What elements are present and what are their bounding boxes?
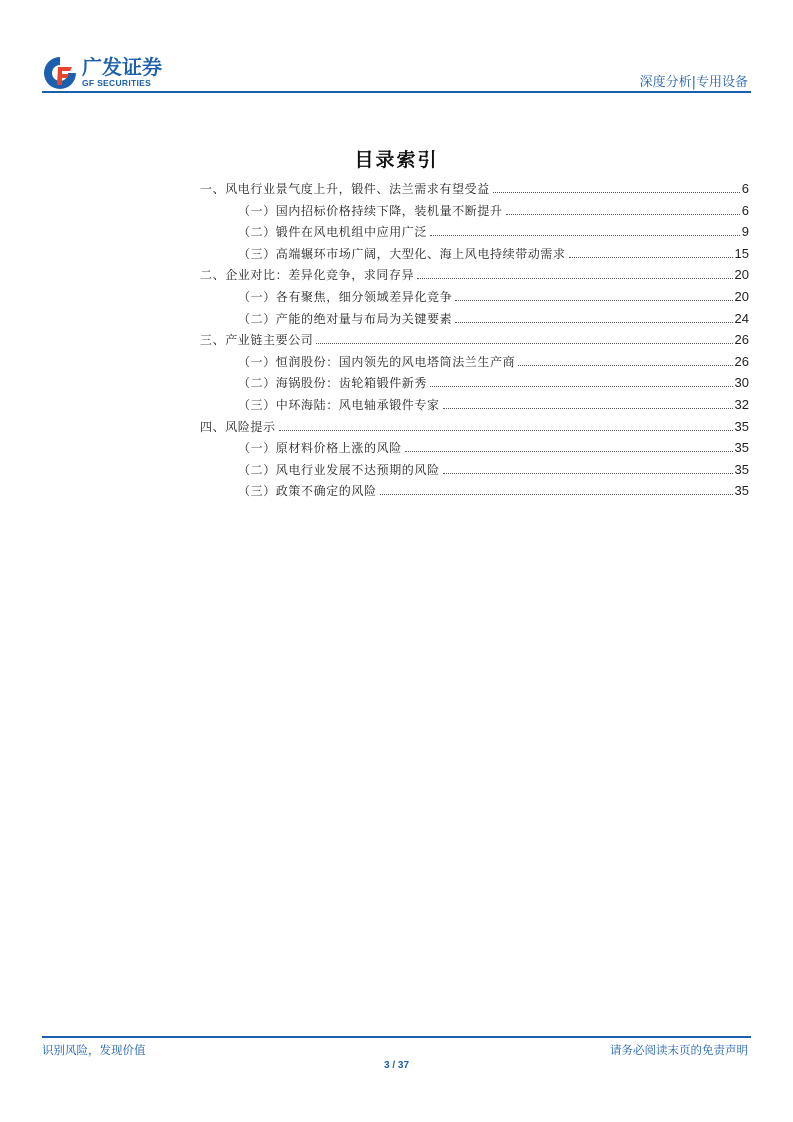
toc-entry[interactable] (200, 374, 749, 396)
toc-entry-label: （三）高端辗环市场广阔，大型化、海上风电持续带动需求 (238, 246, 566, 261)
toc-entry-label: （二）风电行业发展不达预期的风险 (238, 462, 440, 477)
toc-entry[interactable] (200, 418, 749, 440)
footer-slogan: 识别风险，发现价值 (42, 1043, 146, 1057)
toc-entry[interactable] (200, 331, 749, 353)
toc-entry[interactable] (200, 482, 749, 504)
toc-entry[interactable] (200, 461, 749, 483)
toc-dot-leader (316, 343, 732, 344)
toc-entry[interactable] (200, 223, 749, 245)
toc-entry-label: （一）各有聚焦，细分领域差异化竞争 (238, 289, 453, 304)
toc-entry-page: 35 (734, 440, 749, 456)
toc-entry-page: 35 (734, 461, 749, 477)
toc-dot-leader (455, 300, 732, 301)
toc-entry-page: 26 (734, 353, 749, 369)
toc-entry-page: 15 (734, 245, 749, 261)
toc-dot-leader (518, 365, 732, 366)
toc-entry-label: 二、企业对比：差异化竞争，求同存异 (200, 268, 415, 283)
toc-dot-leader (455, 322, 732, 323)
toc-entry-label: （一）原材料价格上涨的风险 (238, 441, 402, 456)
toc-entry-page: 20 (734, 267, 749, 283)
toc-entry-page: 6 (741, 202, 749, 218)
logo-chinese-name: 广发证券 (82, 54, 162, 79)
toc-dot-leader (430, 386, 733, 387)
report-category: 深度分析|专用设备 (639, 75, 748, 90)
toc-entry[interactable] (200, 353, 749, 375)
toc-dot-leader (279, 430, 733, 431)
toc-entry[interactable] (200, 245, 749, 267)
company-logo (42, 54, 172, 90)
toc-entry-label: （一）国内招标价格持续下降，装机量不断提升 (238, 203, 503, 218)
toc-dot-leader (493, 192, 740, 193)
toc-dot-leader (405, 451, 733, 452)
toc-entry-label: 四、风险提示 (200, 419, 276, 434)
toc-entry[interactable] (200, 396, 749, 418)
toc-dot-leader (430, 235, 740, 236)
toc-entry-label: （二）锻件在风电机组中应用广泛 (238, 225, 428, 240)
toc-entry[interactable] (200, 310, 749, 332)
toc-entry-label: 三、产业链主要公司 (200, 333, 314, 348)
toc-entry[interactable] (200, 439, 749, 461)
toc-dot-leader (569, 257, 733, 258)
toc-dot-leader (443, 473, 733, 474)
gf-logo-icon (42, 55, 78, 89)
toc-entry-label: （二）海锅股份：齿轮箱锻件新秀 (238, 376, 428, 391)
footer-disclaimer-note: 请务必阅读末页的免责声明 (610, 1043, 748, 1057)
footer-divider (42, 1036, 751, 1038)
toc-dot-leader (380, 494, 733, 495)
toc-entry-label: 一、风电行业景气度上升，锻件、法兰需求有望受益 (200, 182, 490, 196)
toc-title: 目录索引 (354, 149, 439, 171)
toc-entry[interactable] (200, 288, 749, 310)
toc-entry-page: 32 (734, 396, 749, 412)
table-of-contents (200, 180, 749, 504)
page-number: 3 / 37 (383, 1060, 410, 1071)
toc-entry[interactable] (200, 180, 749, 202)
toc-entry[interactable] (200, 202, 749, 224)
toc-entry-page: 9 (741, 224, 749, 240)
toc-entry-page: 26 (734, 332, 749, 348)
toc-entry-label: （一）恒润股份：国内领先的风电塔筒法兰生产商 (238, 354, 516, 369)
toc-entry-page: 24 (734, 310, 749, 326)
toc-dot-leader (506, 214, 740, 215)
toc-entry-page: 35 (734, 483, 749, 499)
toc-dot-leader (417, 278, 732, 279)
toc-entry[interactable] (200, 266, 749, 288)
logo-english-name: GF SECURITIES (82, 77, 152, 88)
toc-entry-page: 35 (734, 418, 749, 434)
toc-dot-leader (443, 408, 733, 409)
toc-entry-label: （三）政策不确定的风险 (238, 484, 377, 499)
toc-entry-label: （三）中环海陆：风电轴承锻件专家 (238, 397, 440, 412)
toc-entry-page: 30 (734, 375, 749, 391)
header-divider (42, 91, 751, 93)
toc-entry-page: 20 (734, 288, 749, 304)
toc-entry-page: 6 (741, 181, 749, 196)
toc-entry-label: （二）产能的绝对量与布局为关键要素 (238, 311, 453, 326)
